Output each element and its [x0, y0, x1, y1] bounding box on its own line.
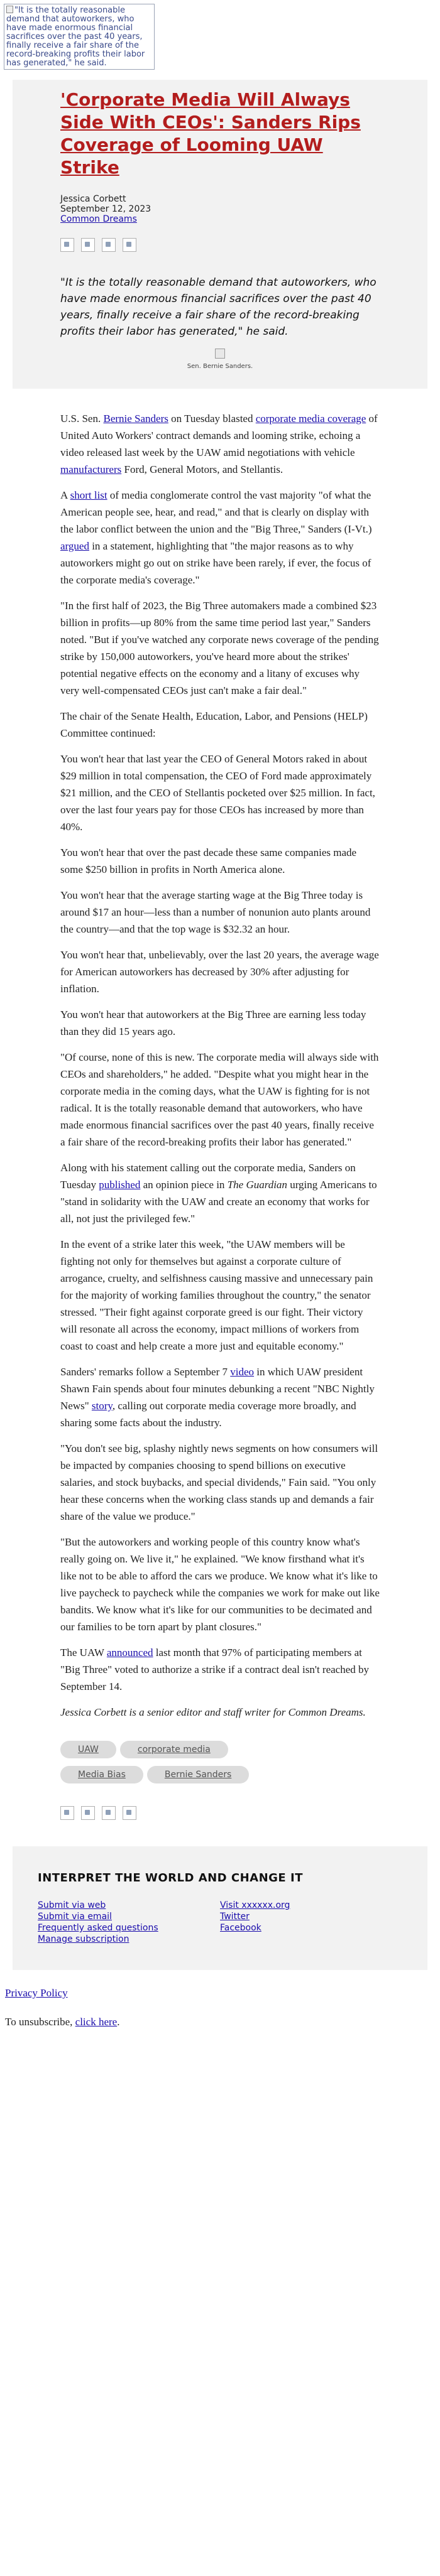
share-facebook-icon[interactable] [60, 238, 74, 252]
faq-link[interactable]: Frequently asked questions [38, 1923, 158, 1933]
tag-media-bias[interactable]: Media Bias [60, 1766, 143, 1783]
link-bernie-sanders[interactable]: Bernie Sanders [103, 413, 168, 425]
article-body [13, 389, 427, 1741]
visit-site-link[interactable]: Visit xxxxxx.org [220, 1900, 290, 1910]
publication-name: The Guardian [227, 1179, 287, 1191]
link-announced[interactable]: announced [106, 1647, 153, 1659]
top-image-alt-text: "It is the totally reasonable demand that autoworkers, who have made enormous financial sacrifices over the past 40 years, finally receive a fair share of the record-breaking profits their labor has generated," he said. [6, 6, 145, 68]
newsletter-footer [13, 1846, 427, 1970]
top-image-placeholder [4, 4, 155, 70]
article-photo [60, 349, 380, 389]
paragraph-3: "In the first half of 2023, the Big Three automakers made a combined $23 billion in profits—up 80% from the same time period last year," Sanders noted. "But if you've watched any corporate news coverage of the pending strike by 150,000 autoworkers, you've heard more about the strikes' potential negative effects on the economy and a litany of excuses why very well-compensated CEOs just can't make a fair deal." [60, 600, 379, 696]
paragraph-14: "You don't see big, splashy nightly news segments on how consumers will be impacted by companies choosing to spend billions on executive salaries, and stock buybacks, and special dividends," Fain said. "You only hear these concerns when the working class stands up and demands a fair share of the value we produce." [60, 1442, 378, 1522]
link-corporate-media-coverage[interactable]: corporate media coverage [255, 413, 366, 425]
paragraph-8: You won't hear that, unbelievably, over the last 20 years, the average wage for American autoworkers has decreased by 30% after adjusting for inflation. [60, 949, 379, 995]
paragraph-2: A short list of media conglomerate control the vast majority "of what the American people see, hear, and read," and that is clearly on display with the labor conflict between the union and the "Big Three," Sanders (I-Vt.) argued in a statement, highlighting that "the major reasons as to why autoworkers might go out on strike have been rarely, if ever, the focus of the corporate media's coverage." [60, 489, 372, 586]
twitter-link[interactable]: Twitter [220, 1912, 250, 1922]
share-twitter-icon[interactable] [81, 1806, 95, 1820]
tag-corporate-media[interactable]: corporate media [120, 1741, 228, 1758]
paragraph-1: U.S. Sen. Bernie Sanders on Tuesday blasted corporate media coverage of United Auto Workers' contract demands and looming strike, echoing a video released last week by the UAW amid negotiations with vehicle manufacturers Ford, General Motors, and Stellantis. [60, 413, 378, 475]
bottom-section [0, 1970, 440, 2029]
paragraph-6: You won't hear that over the past decade these same companies made some $250 billion in profits in North America alone. [60, 847, 357, 875]
privacy-policy-link[interactable]: Privacy Policy [5, 1987, 68, 1999]
share-link-icon[interactable] [123, 238, 136, 252]
author-bio: Jessica Corbett is a senior editor and staff writer for Common Dreams. [60, 1706, 366, 1718]
link-published[interactable]: published [99, 1179, 141, 1191]
paragraph-12: In the event of a strike later this week, "the UAW members will be fighting not only for themselves but against a corporate culture of arrogance, cruelty, and selfishness causing massive and unnecessary pain for the majority of working families throughout the country," the senator stressed. "Their fight against corporate greed is our fight. Their victory will resonate all across the economy, impact millions of workers from coast to coast and help create a more just and equitable economy." [60, 1238, 373, 1352]
share-link-icon[interactable] [123, 1806, 136, 1820]
link-argued[interactable]: argued [60, 540, 89, 552]
share-facebook-icon[interactable] [60, 1806, 74, 1820]
share-email-icon[interactable] [102, 1806, 116, 1820]
unsubscribe-line: To unsubscribe, click here. [5, 2016, 120, 2028]
paragraph-7: You won't hear that the average starting wage at the Big Three today is around $17 an hour—less than a number of nonunion auto plants around the country—and that the top wage is $32.32 an hour. [60, 889, 371, 935]
footer-right-links [220, 1900, 402, 1945]
pull-quote: "It is the totally reasonable demand that autoworkers, who have made enormous financial sacrifices over the past 40 years, finally receive a fair share of the record-breaking profits their labor has generated," he said. [60, 276, 377, 338]
paragraph-9: You won't hear that autoworkers at the Big Three are earning less today than they did 15 years ago. [60, 1009, 366, 1037]
tag-list [13, 1741, 427, 1806]
link-video[interactable]: video [230, 1366, 255, 1378]
source-link[interactable]: Common Dreams [60, 214, 137, 224]
author-name: Jessica Corbett [60, 194, 126, 204]
paragraph-16: The UAW announced last month that 97% of participating members at "Big Three" voted to authorize a strike if a contract deal isn't reached by September 14. [60, 1647, 370, 1692]
paragraph-13: Sanders' remarks follow a September 7 video in which UAW president Shawn Fain spends about four minutes debunking a recent "NBC Nightly News" story, calling out corporate media coverage more broadly, and sharing some facts about the industry. [60, 1366, 375, 1429]
paragraph-15: "But the autoworkers and working people of this country know what's really going on. We live it," he explained. "We know firsthand what it's like not to be able to afford the cars we produce. We know what it's like to live paycheck to paycheck while the companies we work for make out like bandits. We know what it's like for our communities to be decimated and our families to be torn apart by plant closures." [60, 1536, 380, 1633]
link-story[interactable]: story [91, 1400, 113, 1412]
broken-image-icon [6, 6, 13, 13]
article-meta [60, 194, 380, 224]
paragraph-4: The chair of the Senate Health, Education, Labor, and Pensions (HELP) Committee continued: [60, 710, 368, 739]
publish-date: September 12, 2023 [60, 204, 151, 214]
share-email-icon[interactable] [102, 238, 116, 252]
facebook-link[interactable]: Facebook [220, 1923, 261, 1933]
footer-left-links [38, 1900, 220, 1945]
unsubscribe-link[interactable]: click here [75, 2016, 118, 2028]
photo-caption: Sen. Bernie Sanders. [187, 363, 253, 370]
photo-image-icon [215, 349, 225, 359]
submit-email-link[interactable]: Submit via email [38, 1912, 112, 1922]
share-twitter-icon[interactable] [81, 238, 95, 252]
tag-bernie-sanders[interactable]: Bernie Sanders [147, 1766, 249, 1783]
submit-web-link[interactable]: Submit via web [38, 1900, 106, 1910]
link-short-list[interactable]: short list [70, 489, 107, 501]
paragraph-11: Along with his statement calling out the corporate media, Sanders on Tuesday published an opinion piece in The Guardian urging Americans to "stand in solidarity with the UAW and create an economy that works for all, not just the privileged few." [60, 1162, 377, 1225]
article-header [13, 80, 427, 389]
link-manufacturers[interactable]: manufacturers [60, 463, 122, 475]
manage-subscription-link[interactable]: Manage subscription [38, 1934, 129, 1944]
share-row-bottom [13, 1806, 427, 1846]
paragraph-10: "Of course, none of this is new. The corporate media will always side with CEOs and shareholders," he added. "Despite what you might hear in the corporate media in the coming days, what the UAW is fighting for is not radical. It is the totally reasonable demand that autoworkers, who have made enormous financial sacrifices over the past 40 years, finally receive a fair share of the record-breaking profits their labor has generated." [60, 1051, 379, 1148]
article-title[interactable]: 'Corporate Media Will Always Side With CEOs': Sanders Rips Coverage of Looming UAW Strike [60, 89, 361, 178]
email-container [13, 80, 427, 1970]
tag-uaw[interactable]: UAW [60, 1741, 116, 1758]
share-row-top [60, 238, 380, 253]
paragraph-5: You won't hear that last year the CEO of General Motors raked in about $29 million in total compensation, the CEO of Ford made approximately $21 million, and the CEO of Stellantis pocketed over $25 million. In fact, over the last four years pay for those CEOs has increased by more than 40%. [60, 753, 375, 833]
footer-heading: INTERPRET THE WORLD AND CHANGE IT [38, 1871, 303, 1885]
